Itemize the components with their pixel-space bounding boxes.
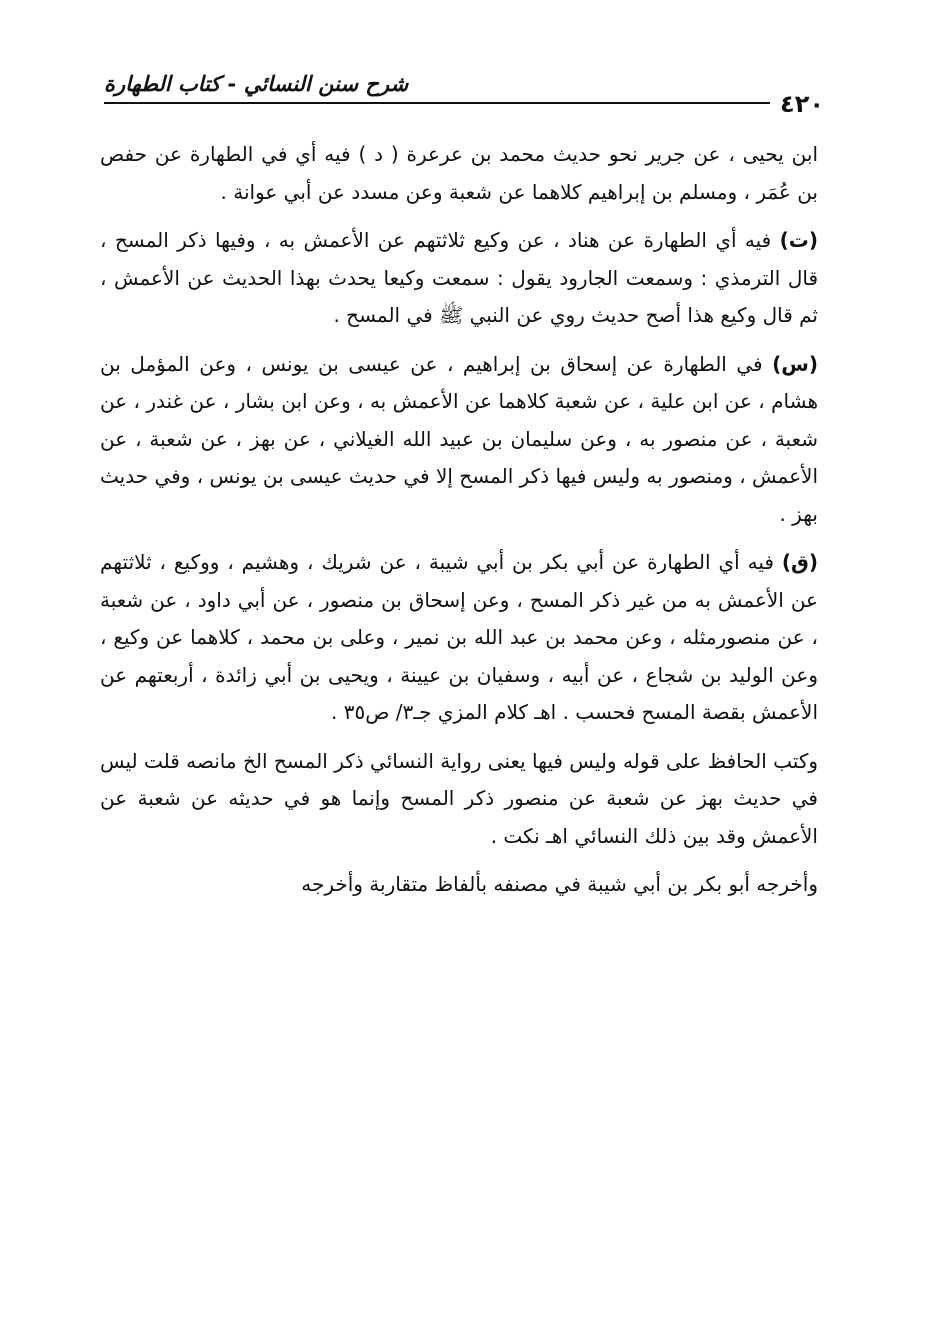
running-title: شرح سنن النسائي - كتاب الطهارة [104, 72, 409, 96]
paragraph [100, 544, 818, 732]
page-number: ٤٢٠ [770, 90, 824, 118]
paragraph [100, 743, 818, 856]
paragraph-text: وأخرجه أبو بكر بن أبي شيبة في مصنفه بألفاظ متقاربة وأخرجه [301, 872, 818, 896]
paragraph-text: وكتب الحافظ على قوله وليس فيها يعنى رواية النسائي ذكر المسح الخ مانصه قلت ليس في حديث بهز عن شعبة عن منصور ذكر المسح وإنما هو في حديثه عن شعبة عن الأعمش وقد بين ذلك النسائي اهـ نكت . [100, 748, 818, 848]
paragraph [100, 136, 818, 211]
paragraph-tag: (س) [772, 351, 818, 376]
paragraph-text: ابن يحيى ، عن جرير نحو حديث محمد بن عرعرة ( د ) فيه أي في الطهارة عن حفص بن عُمَر ، ومسلم بن إبراهيم كلاهما عن شعبة وعن مسدد عن أبي عوانة . [100, 142, 818, 204]
paragraph [100, 346, 818, 534]
paragraph [100, 866, 818, 904]
paragraph-tag: (ت) [779, 228, 818, 252]
paragraph-text: فيه أي الطهارة عن هناد ، عن وكيع ثلاثتهم عن الأعمش به ، وفيها ذكر المسح ، قال الترمذي : وسمعت الجارود يقول : سمعت وكيعا يحدث بهذا الحديث عن الأعمش ، ثم قال وكيع هذا أصح حديث روي عن النبي ﷺ في المسح . [100, 228, 818, 327]
paragraph [100, 222, 818, 335]
paragraph-text: في الطهارة عن إسحاق بن إبراهيم ، عن عيسى بن يونس ، وعن المؤمل بن هشام ، عن ابن علية ، عن شعبة كلاهما عن الأعمش به ، وعن ابن بشار ، عن غندر ، عن شعبة ، عن منصور به ، وعن سليمان بن عبيد الله الغيلاني ، عن بهز ، عن شعبة ، عن الأعمش ، ومنصور به وليس فيها ذكر المسح إلا في حديث عيسى بن يونس ، وفي حديث بهز . [100, 351, 818, 526]
header-rule [104, 102, 824, 104]
paragraph-text: فيه أي الطهارة عن أبي بكر بن أبي شيبة ، عن شريك ، وهشيم ، ووكيع ، ثلاثتهم عن الأعمش به من غير ذكر المسح ، وعن إسحاق بن منصور ، عن أبي داود ، عن شعبة ، عن منصورمثله ، وعن محمد بن عبد الله بن نمير ، وعلى بن محمد ، كلاهما عن وكيع ، وعن الوليد بن شجاع ، عن أبيه ، وسفيان بن عيينة ، ويحيى بن أبي زائدة ، أربعتهم عن الأعمش بقصة المسح فحسب . اهـ كلام المزي جـ٣/ ص٣٥ . [100, 550, 818, 724]
running-header [104, 70, 824, 118]
page-body [100, 136, 818, 915]
paragraph-tag: (ق) [781, 550, 818, 574]
